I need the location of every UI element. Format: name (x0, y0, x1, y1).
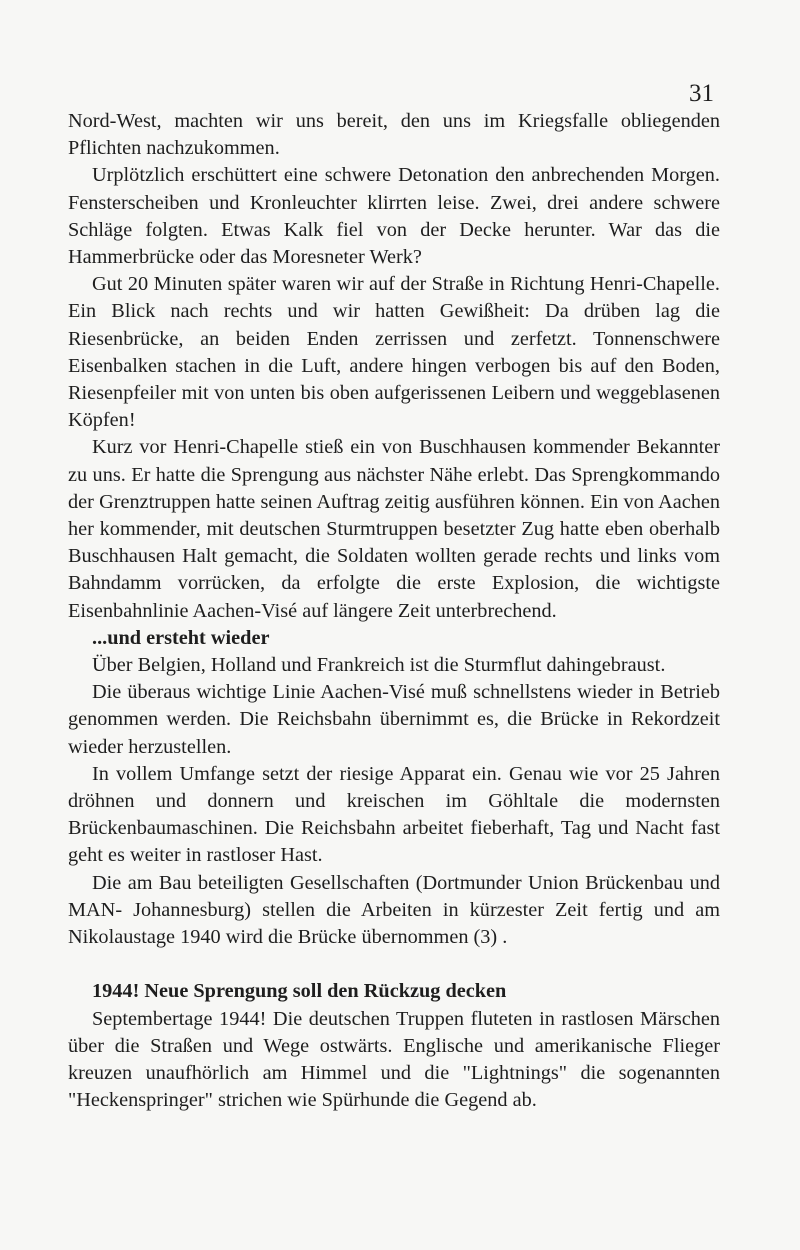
paragraph-7: In vollem Umfange setzt der riesige Apparat ein. Genau wie vor 25 Jahren dröhnen und donnern und kreischen im Göhltale die modernsten Brückenbaumaschinen. Die Reichsbahn arbeitet fieberhaft, Tag und Nacht fast geht es weiter in rastloser Hast. (68, 762, 720, 867)
paragraph-6: Die überaus wichtige Linie Aachen-Visé muß schnellstens wieder in Betrieb genommen werden. Die Reichsbahn übernimmt es, die Brücke in Rekordzeit wieder herzustellen. (68, 681, 720, 758)
paragraph-5: Über Belgien, Holland und Frankreich ist die Sturmflut dahingebraust. (92, 654, 666, 677)
paragraph-3: Gut 20 Minuten später waren wir auf der Straße in Richtung Henri-Chapelle. Ein Blick nach rechts und wir hatten Gewißheit: Da drüben lag die Riesenbrücke, an beiden Enden zerrissen und zerfetzt. Tonnenschwere Eisenbalken stachen in die Luft, andere hingen verbogen bis auf den Boden, Riesenpfeiler mit von unten bis oben aufgerissenen Leibern und weggeblasenen Köpfen! (68, 273, 720, 432)
page-number: 31 (689, 80, 714, 107)
paragraph-8: Die am Bau beteiligten Gesellschaften (Dortmunder Union Brückenbau und MAN- Johannesburg) stellen die Arbeiten in kürzester Zeit fertig und am Nikolaustage 1940 wird die Brücke übernommen (3) . (68, 871, 720, 949)
section-heading-rebuild: ...und ersteht wieder (92, 626, 270, 649)
paragraph-2: Urplötzlich erschüttert eine schwere Detonation den anbrechenden Morgen. Fensterscheiben und Kronleuchter klirrten leise. Zwei, drei andere schwere Schläge folgten. Etwas Kalk fiel von der Decke herunter. War das die Hammerbrücke oder das Moresneter Werk? (68, 164, 720, 269)
paragraph-4: Kurz vor Henri-Chapelle stieß ein von Buschhausen kommender Bekannter zu uns. Er hatte die Sprengung aus nächster Nähe erlebt. Das Sprengkommando der Grenztruppen hatte seinen Auftrag zeitig ausführen können. Ein von Aachen her kommender, mit deutschen Sturmtruppen besetzter Zug hatte eben oberhalb Buschhausen Halt gemacht, die Soldaten wollten gerade rechts und links vom Bahndamm vorrücken, da erfolgte die erste Explosion, die wichtigste Eisenbahnlinie Aachen-Visé auf längere Zeit unterbrechend. (68, 436, 720, 622)
paragraph-1: Nord-West, machten wir uns bereit, den uns im Kriegsfalle obliegenden Pflichten nachzukommen. (68, 110, 720, 160)
paragraph-9: Septembertage 1944! Die deutschen Truppen fluteten in rastlosen Märschen über die Straßen und Wege ostwärts. Englische und amerikanische Flieger kreuzen unaufhörlich am Himmel und die "Lightnings" die sogenannten "Heckenspringer" strichen wie Spürhunde die Gegend ab. (68, 1007, 720, 1112)
body-text (68, 108, 720, 1114)
section-heading-1944: 1944! Neue Sprengung soll den Rückzug decken (92, 980, 507, 1003)
